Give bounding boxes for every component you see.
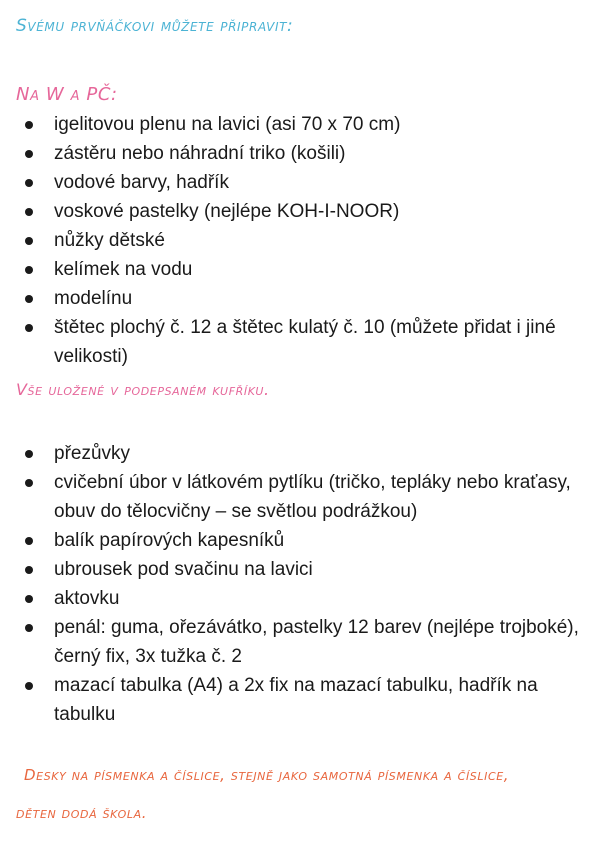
footer-note-line-1: Desky na písmenka a číslice, stejně jako samotná písmenka a číslice,	[24, 766, 510, 784]
bullet-icon	[25, 150, 33, 158]
list-item-text: modelínu	[54, 288, 133, 309]
bullet-icon	[25, 479, 33, 487]
bullet-icon	[25, 121, 33, 129]
list-item	[22, 197, 594, 226]
list-item-text: balík papírových kapesníků	[54, 530, 285, 551]
bullet-icon	[25, 295, 33, 303]
list-item	[22, 555, 594, 584]
bullet-icon	[25, 566, 33, 574]
art-supplies-list	[22, 110, 594, 371]
list-item	[22, 226, 594, 255]
list-item-text: vodové barvy, hadřík	[54, 172, 229, 193]
list-item-text: mazací tabulka (A4) a 2x fix na mazací tabulku, hadřík na tabulku	[54, 675, 538, 725]
list-item	[22, 255, 594, 284]
bullet-icon	[25, 208, 33, 216]
list-item-text: zástěru nebo náhradní triko (košili)	[54, 143, 346, 164]
bullet-icon	[25, 682, 33, 690]
bullet-icon	[25, 450, 33, 458]
list-item	[22, 584, 594, 613]
bullet-icon	[25, 179, 33, 187]
list-item-text: štětec plochý č. 12 a štětec kulatý č. 10 (můžete přidat i jiné velikosti)	[54, 317, 556, 367]
bullet-icon	[25, 237, 33, 245]
section-title-art-and-crafts: Na W a PČ:	[16, 84, 118, 105]
stored-note: Vše uložené v podepsaném kufříku.	[16, 380, 270, 399]
bullet-icon	[25, 266, 33, 274]
list-item	[22, 168, 594, 197]
list-item-text: kelímek na vodu	[54, 259, 193, 280]
bullet-icon	[25, 537, 33, 545]
list-item-text: igelitovou plenu na lavici (asi 70 x 70 cm)	[54, 114, 401, 135]
list-item	[22, 526, 594, 555]
list-item	[22, 110, 594, 139]
bullet-icon	[25, 595, 33, 603]
list-item-text: voskové pastelky (nejlépe KOH-I-NOOR)	[54, 201, 400, 222]
list-item	[22, 439, 594, 468]
list-item	[22, 139, 594, 168]
list-item	[22, 313, 594, 371]
general-supplies-list	[22, 439, 594, 729]
list-item-text: penál: guma, ořezávátko, pastelky 12 barev (nejlépe trojboké), černý fix, 3x tužka č. 2	[54, 617, 579, 667]
list-item-text: ubrousek pod svačinu na lavici	[54, 559, 313, 580]
list-item-text: aktovku	[54, 588, 120, 609]
list-item-text: nůžky dětské	[54, 230, 165, 251]
list-item	[22, 671, 594, 729]
footer-note-line-2: děten dodá škola.	[16, 804, 148, 822]
list-item	[22, 284, 594, 313]
list-item	[22, 468, 594, 526]
bullet-icon	[25, 324, 33, 332]
intro-heading: Svému prvňáčkovi můžete připravit:	[16, 16, 294, 36]
list-item-text: cvičební úbor v látkovém pytlíku (tričko, tepláky nebo kraťasy, obuv do tělocvičny – se světlou podrážkou)	[54, 472, 571, 522]
list-item-text: přezůvky	[54, 443, 131, 464]
list-item	[22, 613, 594, 671]
bullet-icon	[25, 624, 33, 632]
